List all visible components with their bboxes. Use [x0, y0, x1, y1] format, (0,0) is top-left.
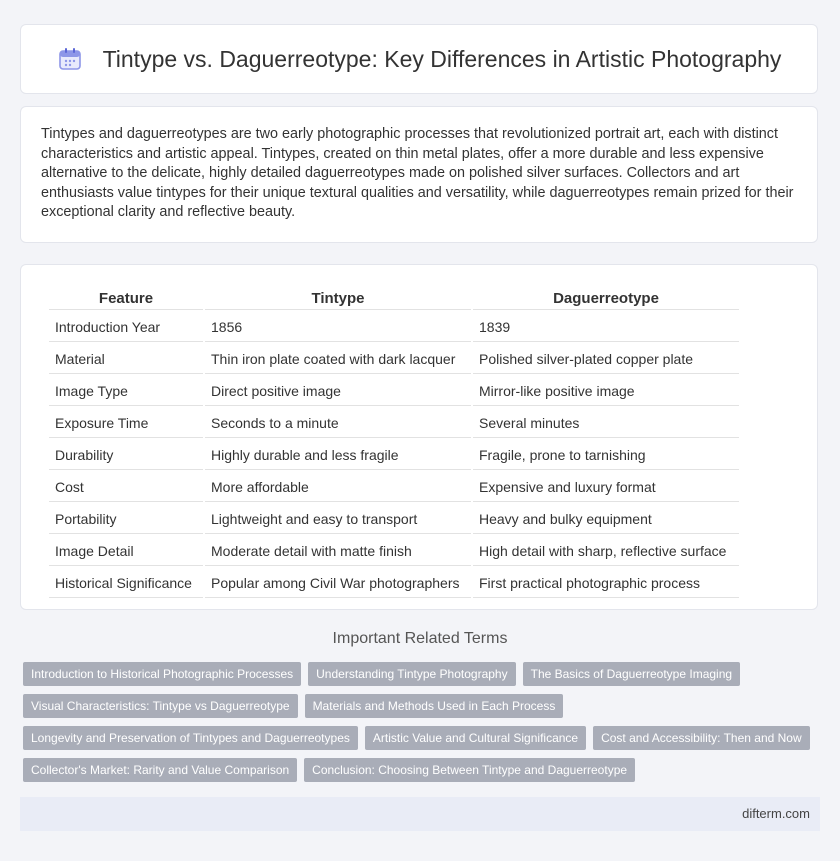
table-cell: Durability	[49, 440, 203, 470]
table-cell: Fragile, prone to tarnishing	[473, 440, 739, 470]
related-term-tag[interactable]: Visual Characteristics: Tintype vs Daguerreotype	[23, 694, 298, 718]
table-row	[49, 504, 739, 534]
table-row	[49, 344, 739, 374]
table-row	[49, 408, 739, 438]
header-tintype: Tintype	[205, 287, 471, 310]
table-row	[49, 536, 739, 566]
table-row	[49, 440, 739, 470]
intro-card	[20, 106, 818, 243]
table-cell: Exposure Time	[49, 408, 203, 438]
table-cell: Popular among Civil War photographers	[205, 568, 471, 598]
header-daguerreotype: Daguerreotype	[473, 287, 739, 310]
table-cell: More affordable	[205, 472, 471, 502]
footer	[20, 797, 820, 831]
table-cell: Mirror-like positive image	[473, 376, 739, 406]
footer-site-link[interactable]: difterm.com	[742, 806, 810, 821]
table-cell: Image Type	[49, 376, 203, 406]
related-term-tag[interactable]: Conclusion: Choosing Between Tintype and Daguerreotype	[304, 758, 635, 782]
table-row	[49, 472, 739, 502]
table-cell: First practical photographic process	[473, 568, 739, 598]
related-terms-title: Important Related Terms	[332, 630, 508, 647]
tag-row	[23, 758, 823, 782]
table-cell: 1856	[205, 312, 471, 342]
related-term-tag[interactable]: Understanding Tintype Photography	[308, 662, 515, 686]
table-row	[49, 376, 739, 406]
related-term-tag[interactable]: Longevity and Preservation of Tintypes and Daguerreotypes	[23, 726, 358, 750]
intro-text: Tintypes and daguerreotypes are two early photographic processes that revolutionized portrait art, each with distinct characteristics and artistic appeal. Tintypes, created on thin metal plates, offer a more durable and less expensive alternative to the delicate, highly detailed daguerreotypes made on polished silver surfaces. Collectors and art enthusiasts value tintypes for their unique textural qualities and versatility, while daguerreotypes remain prized for their exceptional clarity and reflective beauty.	[41, 126, 794, 220]
title-card	[20, 24, 818, 94]
comparison-card	[20, 264, 818, 610]
related-term-tag[interactable]: Cost and Accessibility: Then and Now	[593, 726, 810, 750]
related-term-tag[interactable]: The Basics of Daguerreotype Imaging	[523, 662, 740, 686]
table-header-row	[49, 287, 739, 310]
table-cell: Material	[49, 344, 203, 374]
table-cell: Several minutes	[473, 408, 739, 438]
table-cell: Heavy and bulky equipment	[473, 504, 739, 534]
table-cell: Thin iron plate coated with dark lacquer	[205, 344, 471, 374]
related-term-tag[interactable]: Introduction to Historical Photographic Processes	[23, 662, 301, 686]
table-cell: Lightweight and easy to transport	[205, 504, 471, 534]
related-term-tag[interactable]: Materials and Methods Used in Each Process	[305, 694, 564, 718]
table-row	[49, 568, 739, 598]
related-term-tag[interactable]: Collector's Market: Rarity and Value Comparison	[23, 758, 297, 782]
table-cell: Expensive and luxury format	[473, 472, 739, 502]
table-cell: 1839	[473, 312, 739, 342]
table-cell: Polished silver-plated copper plate	[473, 344, 739, 374]
table-cell: High detail with sharp, reflective surface	[473, 536, 739, 566]
table-cell: Direct positive image	[205, 376, 471, 406]
table-cell: Seconds to a minute	[205, 408, 471, 438]
table-cell: Image Detail	[49, 536, 203, 566]
table-cell: Historical Significance	[49, 568, 203, 598]
related-terms	[23, 662, 823, 790]
tag-row	[23, 694, 823, 718]
calendar-icon	[57, 46, 83, 72]
table-cell: Introduction Year	[49, 312, 203, 342]
table-cell: Moderate detail with matte finish	[205, 536, 471, 566]
related-term-tag[interactable]: Artistic Value and Cultural Significance	[365, 726, 586, 750]
tag-row	[23, 662, 823, 686]
table-cell: Highly durable and less fragile	[205, 440, 471, 470]
table-cell: Cost	[49, 472, 203, 502]
tag-row	[23, 726, 823, 750]
page-title: Tintype vs. Daguerreotype: Key Differences in Artistic Photography	[102, 45, 782, 72]
header-feature: Feature	[49, 287, 203, 310]
table-row	[49, 312, 739, 342]
table-cell: Portability	[49, 504, 203, 534]
comparison-table	[47, 285, 741, 600]
